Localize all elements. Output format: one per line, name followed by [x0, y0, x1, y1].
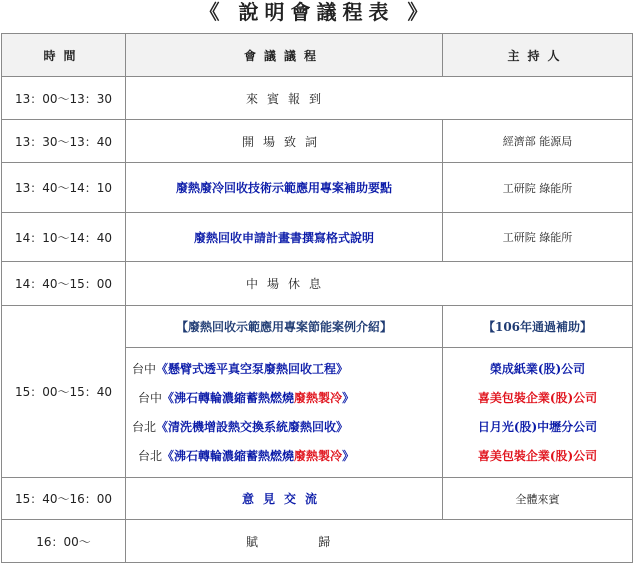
agenda-cell: 賦 歸 [126, 520, 633, 563]
case-title: 沸石轉輪濃縮蓄熱燃燒 [174, 448, 295, 463]
case-open-bracket: 《 [156, 419, 169, 434]
agenda-cell: 廢熱回收申請計畫書撰寫格式說明 [126, 213, 443, 262]
case-open-bracket: 《 [162, 390, 175, 405]
host-cell: 經濟部 能源局 [443, 120, 633, 163]
case-item [126, 355, 442, 384]
case-title-highlight: 廢熱製冷 [294, 390, 343, 405]
host-cell: 工研院 綠能所 [443, 163, 633, 213]
case-open-bracket: 《 [156, 361, 169, 376]
company-list [443, 355, 632, 471]
case-title-highlight: 廢熱製冷 [294, 448, 343, 463]
time-cell: 14：40～15：00 [2, 262, 126, 306]
agenda-table [1, 33, 633, 563]
table-row [2, 163, 633, 213]
case-location: 台北 [132, 419, 157, 434]
case-company: 喜美包裝企業(股)公司 [477, 448, 598, 463]
case-title: 清洗機增設熱交換系統廢熱回收 [168, 419, 337, 434]
time-cell: 15：00～15：40 [2, 306, 126, 478]
case-item [126, 384, 442, 413]
time-cell: 14：10～14：40 [2, 213, 126, 262]
time-cell: 13：40～14：10 [2, 163, 126, 213]
table-row [2, 520, 633, 563]
table-row [2, 262, 633, 306]
company-list-cell [443, 348, 633, 478]
header-agenda: 會議議程 [126, 34, 443, 77]
agenda-cell: 意見交流 [126, 478, 443, 520]
host-cell: 工研院 綠能所 [443, 213, 633, 262]
agenda-cell: 廢熱廢冷回收技術示範應用專案補助要點 [126, 163, 443, 213]
section-host: 【106年通過補助】 [443, 306, 633, 348]
header-time: 時間 [2, 34, 126, 77]
case-company: 榮成紙業(股)公司 [489, 361, 586, 376]
table-row [2, 77, 633, 120]
table-row [2, 478, 633, 520]
table-header-row [2, 34, 633, 77]
case-location: 台北 [138, 448, 163, 463]
case-list-cell [126, 348, 443, 478]
case-close-bracket: 》 [336, 361, 349, 376]
section-title: 【廢熱回收示範應用專案節能案例介紹】 [126, 306, 443, 348]
case-close-bracket: 》 [336, 419, 349, 434]
time-cell: 13：00～13：30 [2, 77, 126, 120]
case-title: 沸石轉輪濃縮蓄熱燃燒 [174, 390, 295, 405]
agenda-cell: 中場休息 [126, 262, 633, 306]
agenda-cell: 開場致詞 [126, 120, 443, 163]
table-row [2, 306, 633, 348]
case-title: 懸臂式透平真空泵廢熱回收工程 [168, 361, 337, 376]
table-row [2, 213, 633, 262]
case-close-bracket: 》 [342, 390, 355, 405]
case-open-bracket: 《 [162, 448, 175, 463]
time-cell: 13：30～13：40 [2, 120, 126, 163]
time-cell: 16：00～ [2, 520, 126, 563]
case-list [126, 355, 442, 471]
time-cell: 15：40～16：00 [2, 478, 126, 520]
case-item [126, 413, 442, 442]
page-title: 《 說明會議程表 》 [199, 0, 434, 24]
case-company: 喜美包裝企業(股)公司 [477, 390, 598, 405]
case-location: 台中 [132, 361, 157, 376]
table-row [2, 120, 633, 163]
agenda-cell: 來賓報到 [126, 77, 633, 120]
case-close-bracket: 》 [342, 448, 355, 463]
case-company: 日月光(股)中壢分公司 [477, 419, 598, 434]
header-host: 主持人 [443, 34, 633, 77]
case-location: 台中 [138, 390, 163, 405]
case-item [126, 442, 442, 471]
host-cell: 全體來賓 [443, 478, 633, 520]
